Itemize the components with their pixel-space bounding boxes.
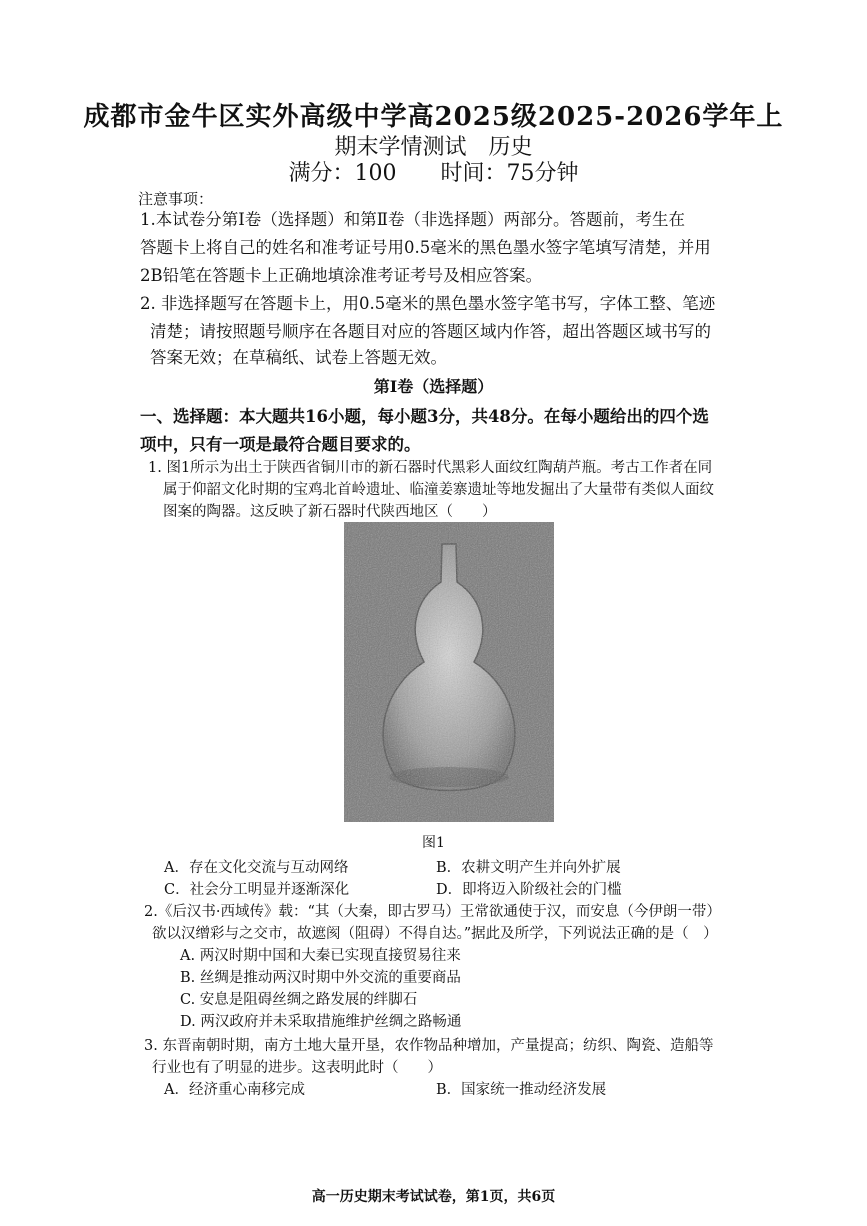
q3-option-a: A．经济重心南移完成 xyxy=(164,1082,305,1098)
q1-stem-line: 属于仰韶文化时期的宝鸡北首岭遗址、临潼姜寨遗址等地发掘出了大量带有类似人面纹 xyxy=(163,482,714,498)
q3-option-b: B．国家统一推动经济发展 xyxy=(436,1082,607,1098)
q1-option-b: B．农耕文明产生并向外扩展 xyxy=(436,860,621,876)
notice-line: 1.本试卷分第Ⅰ卷（选择题）和第Ⅱ卷（非选择题）两部分。答题前，考生在 xyxy=(140,210,685,229)
q1-option-d: D．即将迈入阶级社会的门槛 xyxy=(436,882,622,898)
q3-stem-line: 3. 东晋南朝时期，南方土地大量开垦，农作物品种增加，产量提高；纺织、陶瓷、造船等 xyxy=(144,1038,714,1054)
q2-stem-line: 2.《后汉书·西域传》载：“其（大秦，即古罗马）王常欲通使于汉，而安息（今伊朗一带） xyxy=(144,904,721,920)
exam-title: 成都市金牛区实外高级中学高2025级2025-2026学年上 xyxy=(83,102,784,132)
q1-stem-line: 1. 图1所示为出土于陕西省铜川市的新石器时代黑彩人面纹红陶葫芦瓶。考古工作者在同 xyxy=(148,460,713,476)
q1-stem-line: 图案的陶器。这反映了新石器时代陕西地区（ ） xyxy=(163,504,497,520)
notice-line: 清楚；请按照题号顺序在各题目对应的答题区域内作答，超出答题区域书写的 xyxy=(150,322,711,341)
q2-stem-line: 欲以汉缯彩与之交市，故遮阂（阻碍）不得自达。”据此及所学，下列说法正确的是（ ） xyxy=(152,926,718,942)
q2-option-a: A. 两汉时期中国和大秦已实现直接贸易往来 xyxy=(180,948,461,964)
exam-subtitle: 期末学情测试 历史 xyxy=(334,135,533,160)
notice-line: 2B铅笔在答题卡上正确地填涂准考证考号及相应答案。 xyxy=(140,266,543,285)
section-intro: 一、选择题：本大题共16小题，每小题3分，共48分。在每小题给出的四个选 xyxy=(140,407,709,426)
q1-option-a: A．存在文化交流与互动网络 xyxy=(164,860,349,876)
gourd-vase-photo xyxy=(344,522,554,822)
page-footer: 高一历史期末考试试卷，第1页，共6页 xyxy=(311,1189,556,1205)
section-title: 第Ⅰ卷（选择题） xyxy=(373,377,494,396)
notice-line: 答案无效；在草稿纸、试卷上答题无效。 xyxy=(150,348,447,367)
q1-option-c: C．社会分工明显并逐渐深化 xyxy=(164,882,350,898)
notice-line: 答题卡上将自己的姓名和准考证号用0.5毫米的黑色墨水签字笔填写清楚，并用 xyxy=(140,238,711,257)
q3-stem-line: 行业也有了明显的进步。这表明此时（ ） xyxy=(152,1060,442,1076)
section-intro: 项中，只有一项是最符合题目要求的。 xyxy=(140,435,421,454)
notice-line: 2. 非选择题写在答题卡上，用0.5毫米的黑色墨水签字笔书写，字体工整、笔迹 xyxy=(140,294,716,313)
exam-meta: 满分：100 时间：75分钟 xyxy=(288,161,579,186)
q2-option-d: D. 两汉政府并未采取措施维护丝绸之路畅通 xyxy=(180,1014,462,1030)
q2-option-c: C. 安息是阻碍丝绸之路发展的绊脚石 xyxy=(180,992,418,1008)
q2-option-b: B. 丝绸是推动两汉时期中外交流的重要商品 xyxy=(180,970,461,986)
figure-caption: 图1 xyxy=(422,835,445,851)
notices-heading: 注意事项： xyxy=(138,190,214,208)
